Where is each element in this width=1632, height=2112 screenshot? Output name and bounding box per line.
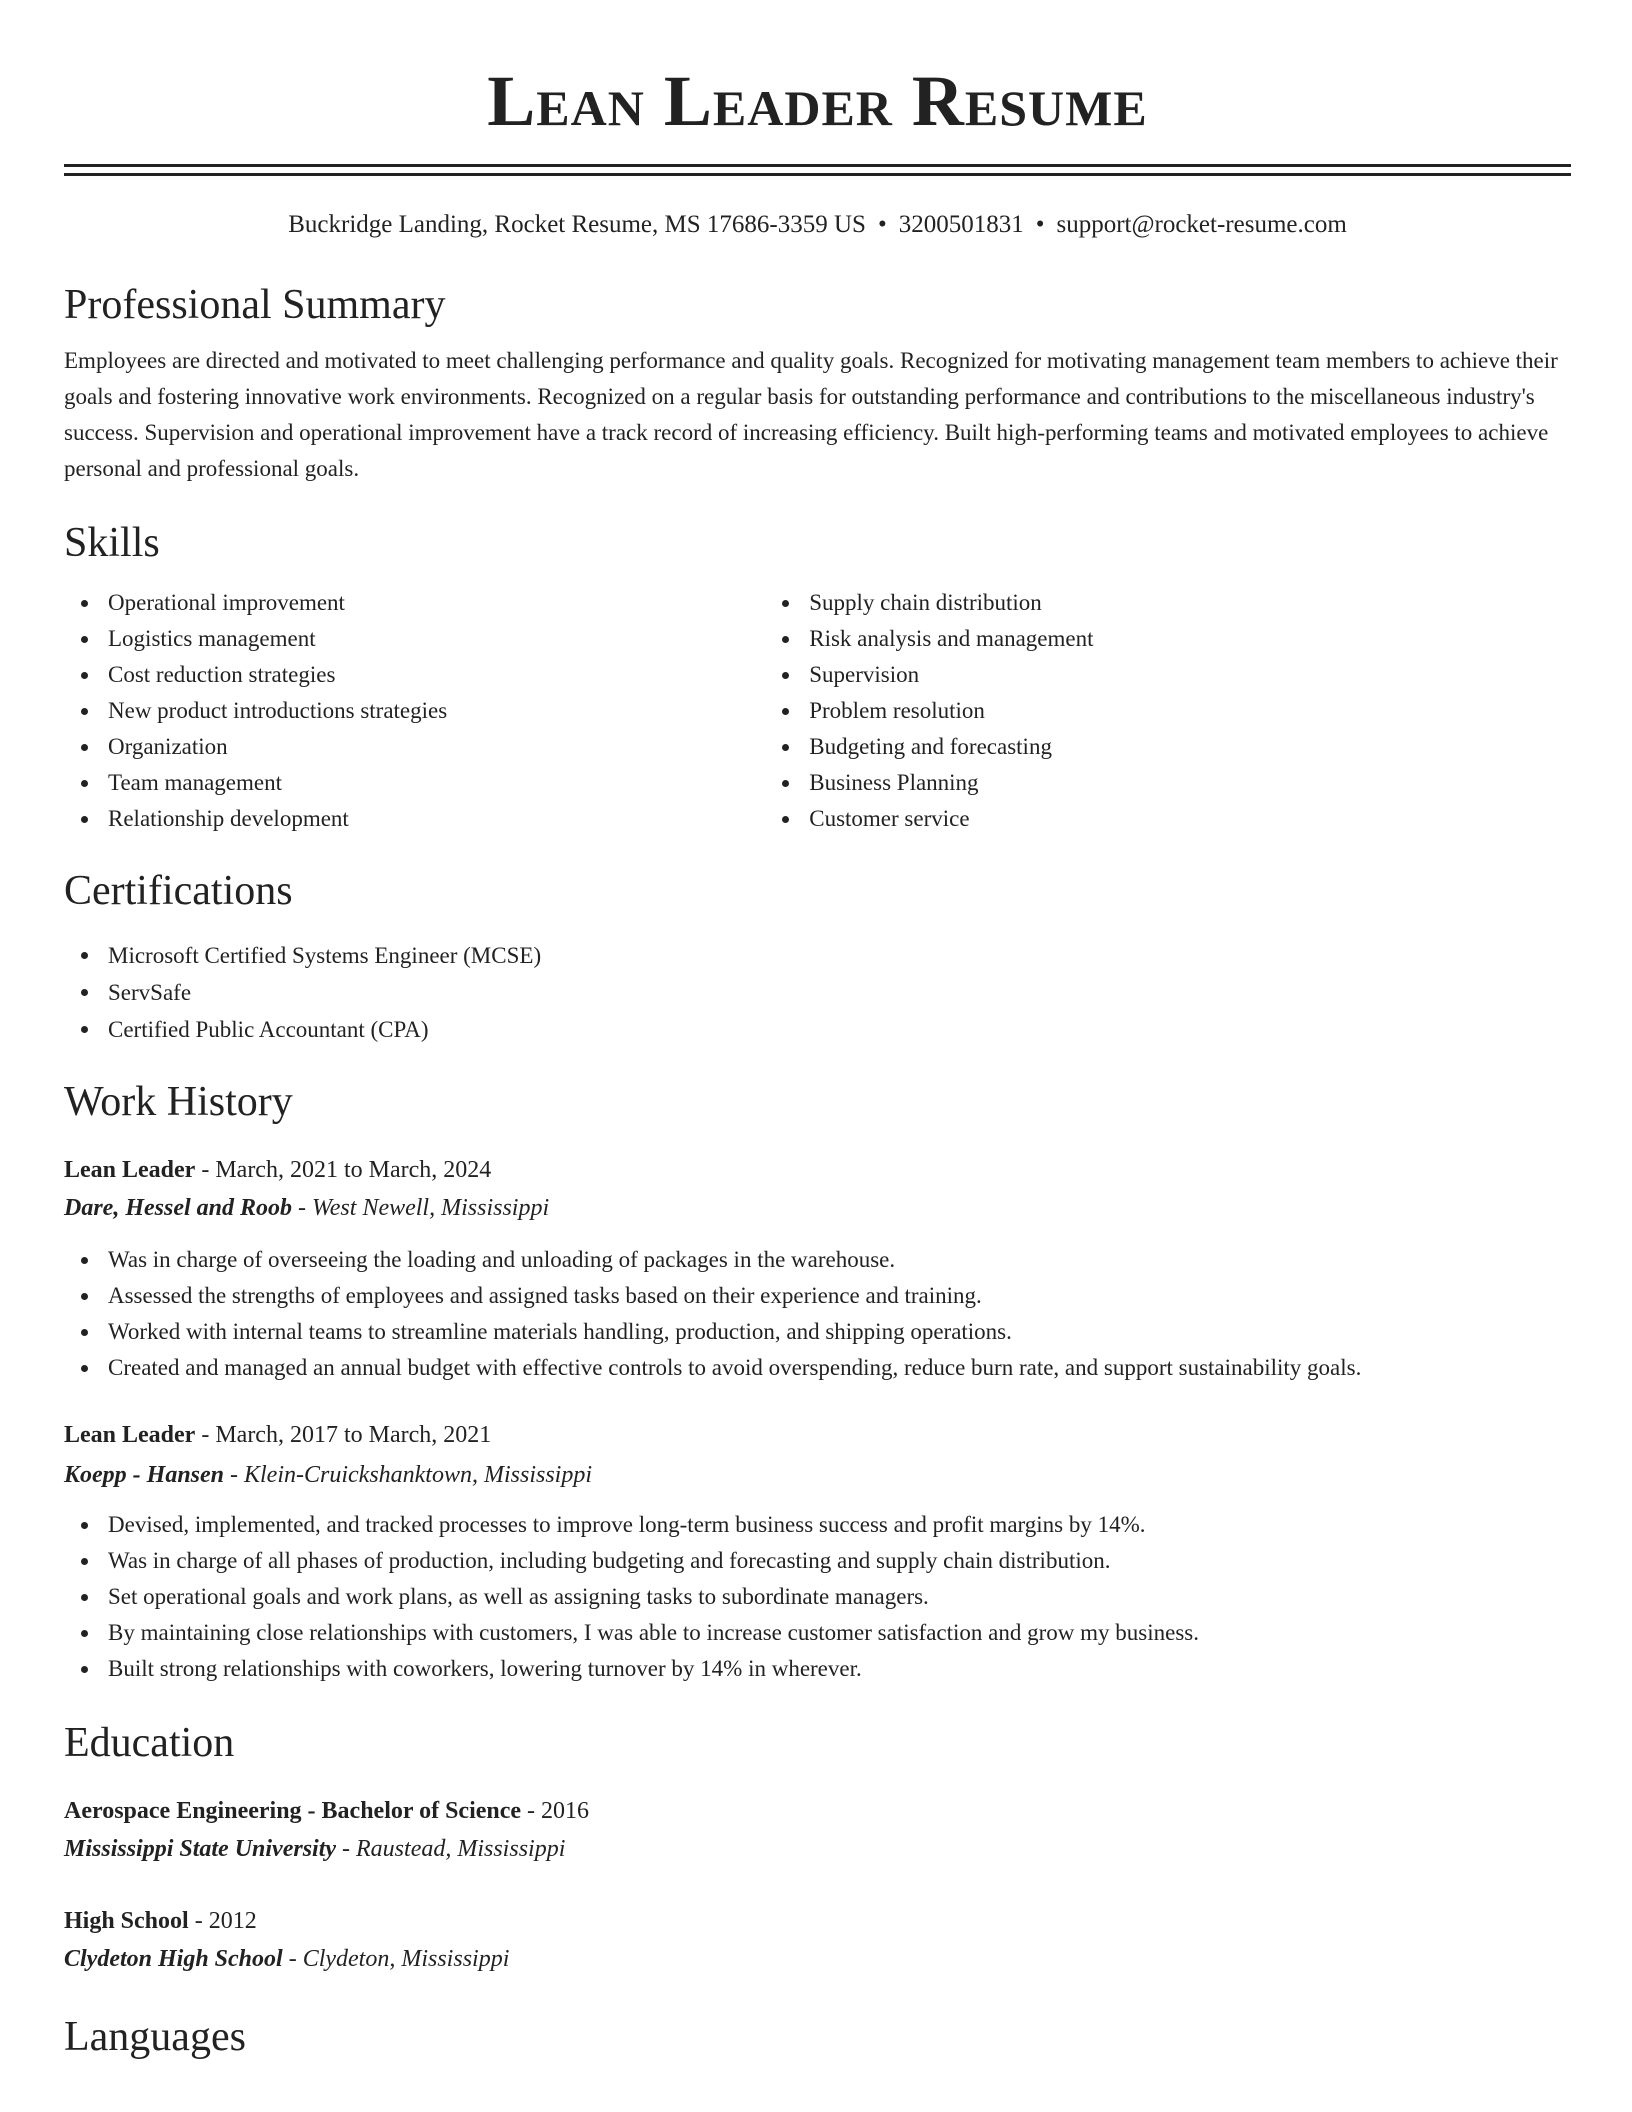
job-bullet: Assessed the strengths of employees and assigned tasks based on their experience and training.	[108, 1278, 1571, 1314]
job-dates: - March, 2017 to March, 2021	[195, 1422, 492, 1448]
skill-item: Customer service	[809, 801, 1571, 837]
skills-grid	[64, 585, 1571, 837]
job-employer: Dare, Hessel and Roob	[64, 1195, 292, 1221]
education-entry	[64, 1793, 1571, 1867]
summary-text: Employees are directed and motivated to meet challenging performance and quality goals. Recognized for motivating management team members to achieve their goals and fostering innovative work environments. Recognized on a regular basis for outstanding performance and contributions to the miscellaneous industry's success. Supervision and operational improvement have a track record of increasing efficiency. Built high-performing teams and motivated employees to achieve personal and professional goals.	[64, 348, 1558, 481]
header-rule-thick	[64, 164, 1571, 167]
contact-separator: •	[1035, 211, 1045, 238]
job-title-line	[64, 1417, 1571, 1453]
job-bullet: Devised, implemented, and tracked processes to improve long-term business success and profit margins by 14%.	[108, 1507, 1571, 1543]
skills-list-left	[64, 585, 765, 837]
section-heading-work-history: Work History	[64, 1079, 293, 1125]
job-bullet: Created and managed an annual budget with effective controls to avoid overspending, reduce burn rate, and support sustainability goals.	[108, 1350, 1571, 1386]
skill-item: Logistics management	[108, 621, 765, 657]
certification-item: Certified Public Accountant (CPA)	[108, 1011, 1571, 1048]
education-degree: High School	[64, 1908, 189, 1934]
section-heading-languages: Languages	[64, 2014, 246, 2060]
skill-item: Relationship development	[108, 801, 765, 837]
education-location: - Raustead, Mississippi	[336, 1836, 566, 1862]
job-bullet: Set operational goals and work plans, as well as assigning tasks to subordinate managers.	[108, 1579, 1571, 1615]
job-title: Lean Leader	[64, 1157, 196, 1183]
job-dates: - March, 2021 to March, 2024	[195, 1157, 492, 1183]
skill-item: Supervision	[809, 657, 1571, 693]
section-heading-summary: Professional Summary	[64, 282, 446, 328]
education-entry	[64, 1903, 1571, 1977]
certifications-list	[64, 937, 1571, 1048]
education-location: - Clydeton, Mississippi	[282, 1946, 510, 1972]
education-school: Clydeton High School	[64, 1946, 283, 1972]
contact-email: support@rocket-resume.com	[1056, 211, 1347, 238]
certification-item: Microsoft Certified Systems Engineer (MCSE)	[108, 937, 1571, 974]
job-title: Lean Leader	[64, 1422, 196, 1448]
skill-item: Organization	[108, 729, 765, 765]
resume-page	[64, 0, 1571, 2063]
job-title-line	[64, 1152, 1571, 1188]
job-bullets	[64, 1507, 1571, 1687]
job-bullets	[64, 1242, 1571, 1386]
contact-line	[64, 209, 1571, 241]
skills-list-right	[765, 585, 1571, 837]
education-year: - 2012	[188, 1908, 257, 1934]
education-year: - 2016	[521, 1798, 590, 1824]
job-employer-line	[64, 1190, 1571, 1226]
contact-phone: 3200501831	[898, 211, 1024, 238]
job-entry	[64, 1417, 1571, 1687]
certification-item: ServSafe	[108, 974, 1571, 1011]
education-school: Mississippi State University	[64, 1836, 337, 1862]
section-heading-education: Education	[64, 1720, 235, 1766]
skill-item: New product introductions strategies	[108, 693, 765, 729]
job-entry	[64, 1152, 1571, 1386]
job-location: - West Newell, Mississippi	[292, 1195, 550, 1221]
education-degree-line	[64, 1903, 1571, 1939]
job-employer-line	[64, 1457, 1571, 1493]
skill-item: Cost reduction strategies	[108, 657, 765, 693]
skill-item: Problem resolution	[809, 693, 1571, 729]
education-degree: Aerospace Engineering - Bachelor of Science	[64, 1798, 522, 1824]
skill-item: Risk analysis and management	[809, 621, 1571, 657]
skill-item: Team management	[108, 765, 765, 801]
job-bullet: Was in charge of all phases of production, including budgeting and forecasting and supply chain distribution.	[108, 1543, 1571, 1579]
education-degree-line	[64, 1793, 1571, 1829]
resume-name: Lean Leader Resume	[487, 61, 1148, 141]
job-employer: Koepp - Hansen	[64, 1462, 225, 1488]
job-bullet: By maintaining close relationships with customers, I was able to increase customer satisfaction and grow my business.	[108, 1615, 1571, 1651]
skill-item: Operational improvement	[108, 585, 765, 621]
skill-item: Supply chain distribution	[809, 585, 1571, 621]
section-heading-certifications: Certifications	[64, 868, 293, 914]
job-location: - Klein-Cruickshanktown, Mississippi	[224, 1462, 593, 1488]
header-rule-thin	[64, 173, 1571, 176]
job-bullet: Worked with internal teams to streamline materials handling, production, and shipping operations.	[108, 1314, 1571, 1350]
skill-item: Budgeting and forecasting	[809, 729, 1571, 765]
contact-separator: •	[877, 211, 887, 238]
education-school-line	[64, 1831, 1571, 1867]
job-bullet: Built strong relationships with coworkers, lowering turnover by 14% in wherever.	[108, 1651, 1571, 1687]
skill-item: Business Planning	[809, 765, 1571, 801]
job-bullet: Was in charge of overseeing the loading and unloading of packages in the warehouse.	[108, 1242, 1571, 1278]
contact-address: Buckridge Landing, Rocket Resume, MS 17686-3359 US	[288, 211, 866, 238]
education-school-line	[64, 1941, 1571, 1977]
section-heading-skills: Skills	[64, 520, 160, 566]
